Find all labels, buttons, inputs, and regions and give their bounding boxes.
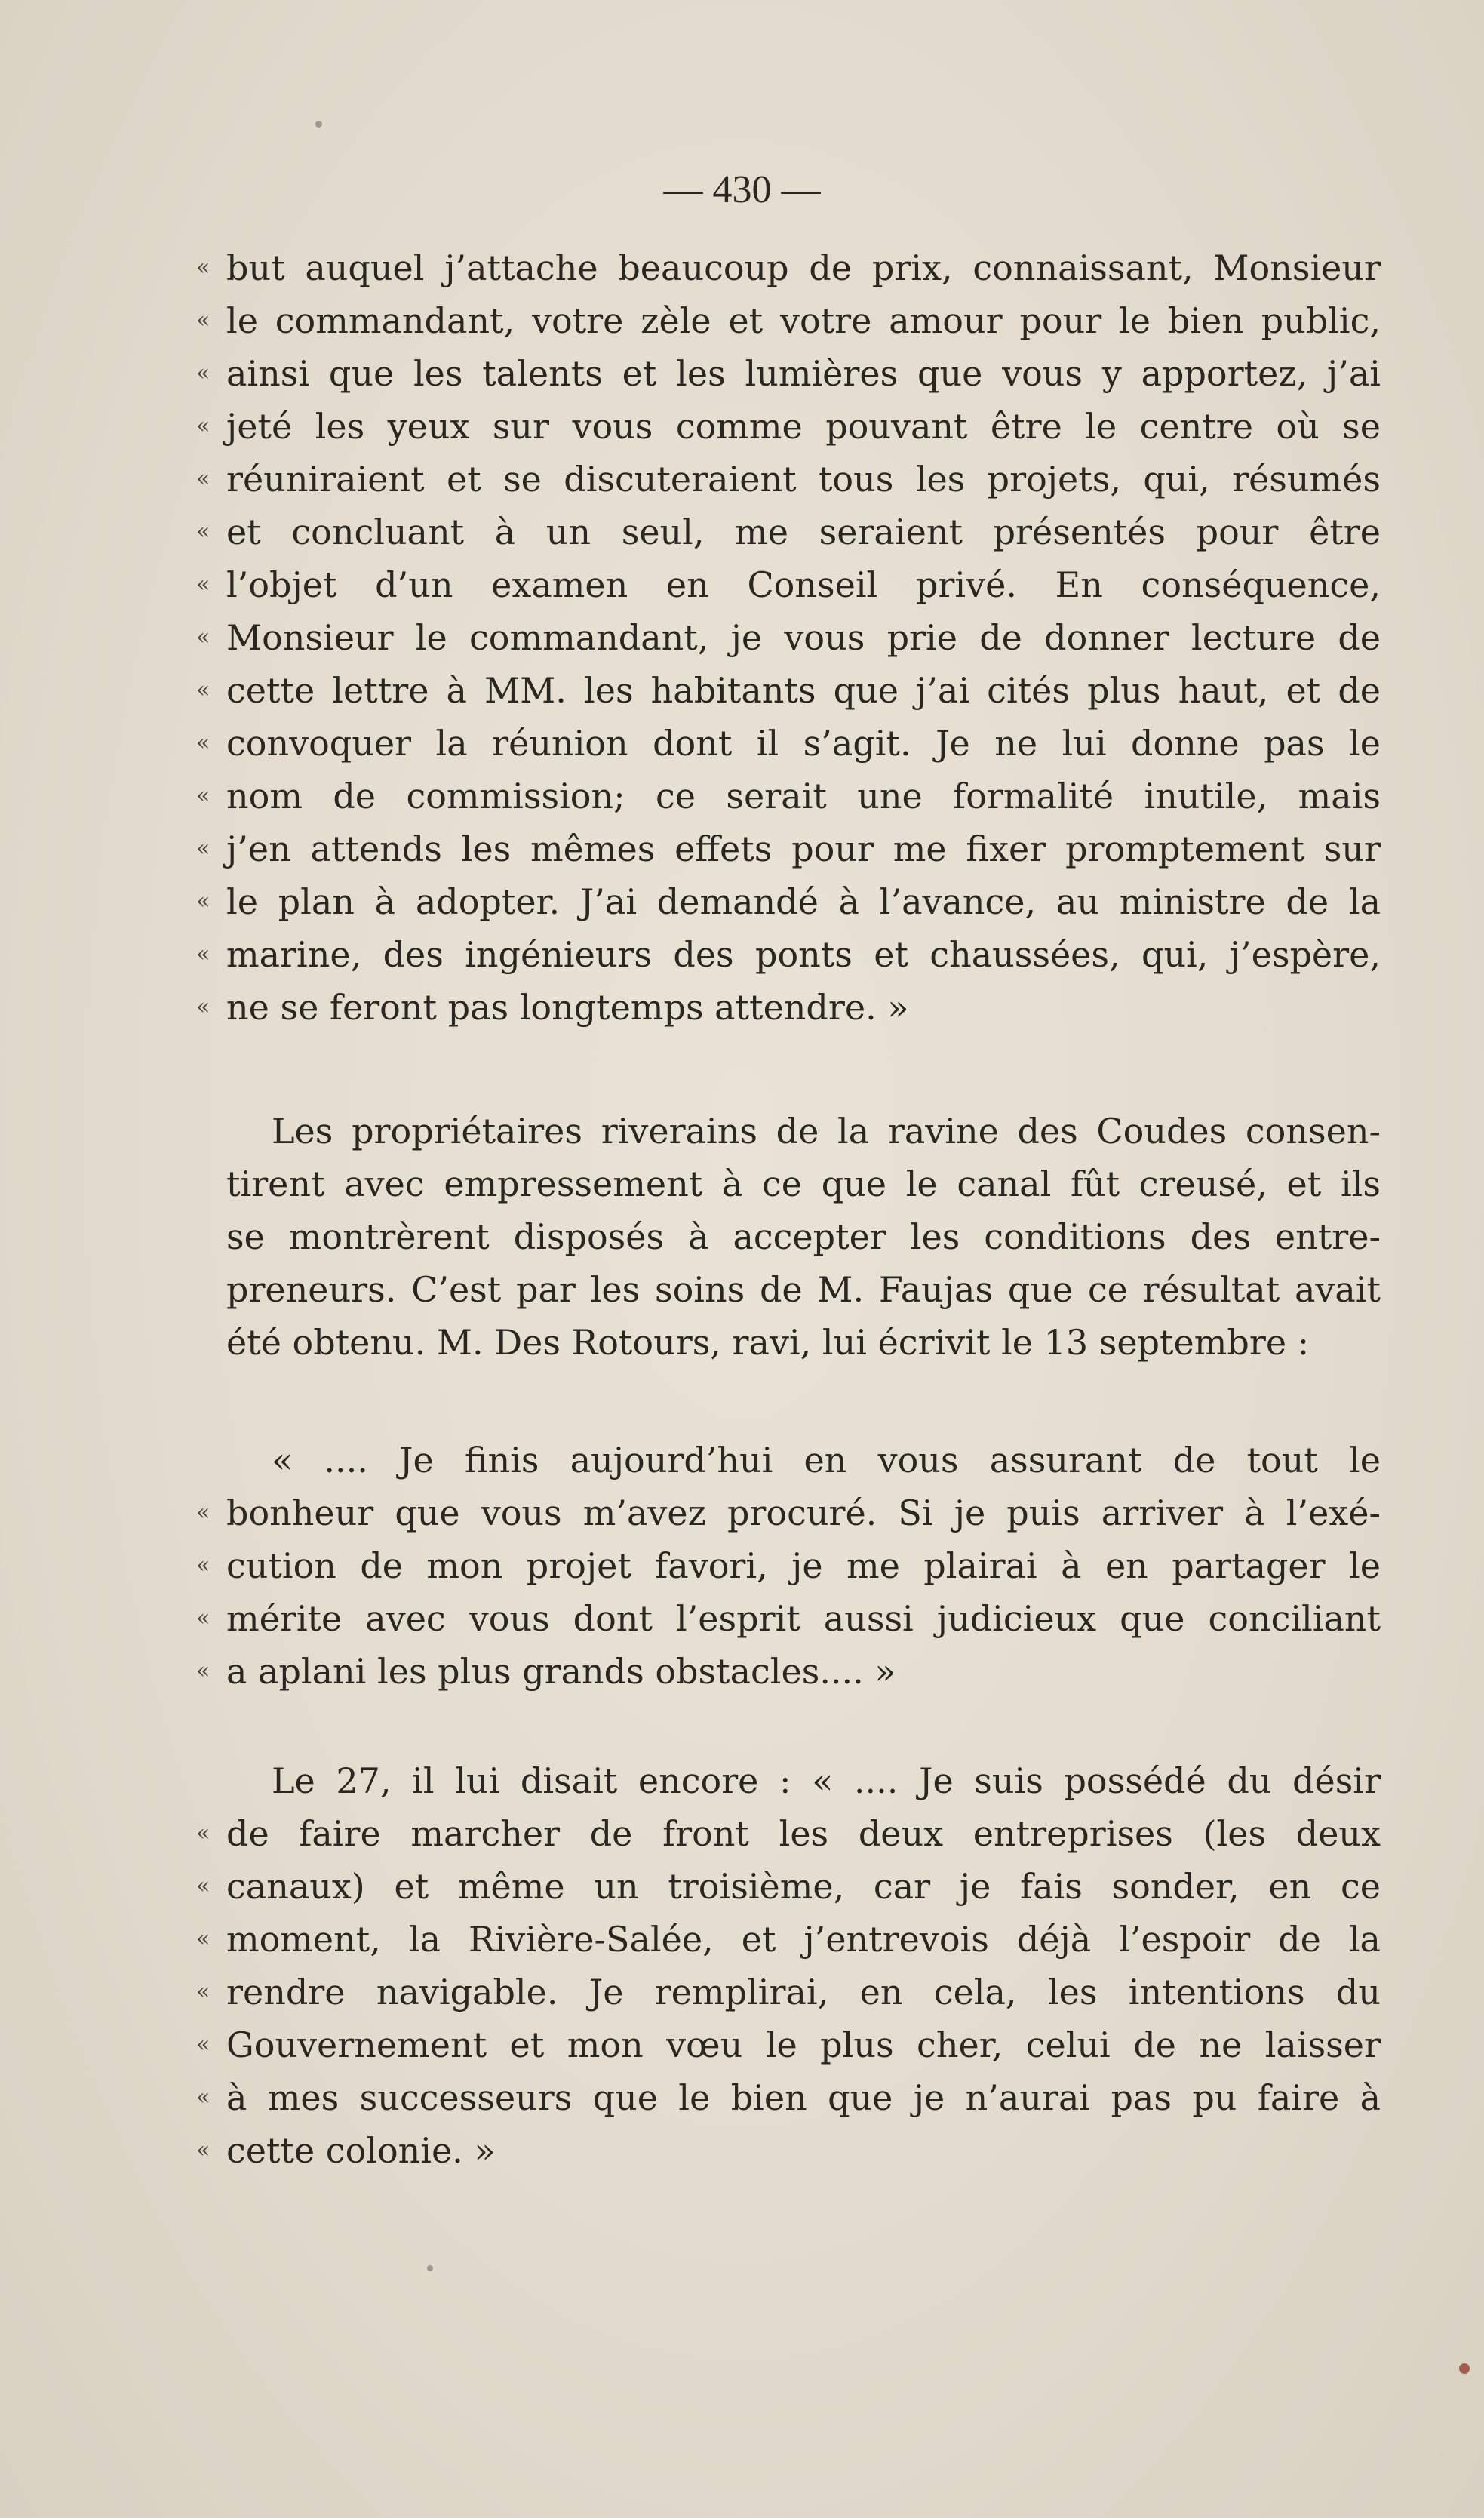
paper-speck [1459,2363,1470,2374]
quote-mark: « [196,254,210,281]
quote-mark: « [196,782,210,809]
quote-mark: « [196,1926,210,1952]
quote-mark: « [196,413,210,439]
line-text: marine, des ingénieurs des ponts et chaussées, qui, j’espère, [226,934,1381,975]
text-line [226,1263,1381,1316]
line-text: été obtenu. M. Des Rotours, ravi, lui écrivit le 13 septembre : [226,1322,1310,1363]
line-text: le commandant, votre zèle et votre amour pour le bien public, [226,300,1381,341]
quote-mark: « [196,518,210,545]
quote-mark: « [196,307,210,334]
text-line [196,558,1381,611]
text-line [196,1807,1381,1860]
quote-mark: « [196,624,210,650]
text-line [272,1105,1381,1158]
paper-speck [315,121,322,128]
line-text: Le 27, il lui disait encore : « .... Je suis possédé du désir [272,1760,1381,1801]
quote-mark: « [196,677,210,703]
text-line [196,1645,1381,1698]
line-text: ne se feront pas longtemps attendre. » [226,987,909,1028]
line-text: l’objet d’un examen en Conseil privé. En conséquence, [226,564,1381,605]
line-text: canaux) et même un troisième, car je fais sonder, en ce [226,1866,1381,1907]
text-line [196,2071,1381,2124]
text-line [226,1210,1381,1263]
text-line [196,875,1381,928]
line-text: but auquel j’attache beaucoup de prix, connaissant, Monsieur [226,247,1381,288]
quote-mark: « [196,2084,210,2111]
quote-mark: « [196,888,210,915]
text-line [196,400,1381,453]
paper-speck [427,2265,433,2271]
page-number: — 430 — [663,168,821,211]
line-text: « .... Je finis aujourd’hui en vous assurant de tout le [272,1440,1381,1480]
quote-mark: « [196,1873,210,1899]
line-text: réuniraient et se discuteraient tous les projets, qui, résumés [226,459,1381,500]
text-line [226,1158,1381,1210]
quote-mark: « [196,1499,210,1526]
line-text: et concluant à un seul, me seraient présentés pour être [226,512,1381,552]
line-text: Les propriétaires riverains de la ravine des Coudes consen- [272,1111,1381,1151]
line-text: mérite avec vous dont l’esprit aussi judicieux que conciliant [226,1598,1381,1639]
line-text: jeté les yeux sur vous comme pouvant être le centre où se [226,406,1381,447]
quote-mark: « [196,1978,210,2005]
quote-mark: « [196,730,210,756]
line-text: preneurs. C’est par les soins de M. Faujas que ce résultat avait [226,1269,1381,1310]
text-line [196,717,1381,770]
quote-mark: « [196,994,210,1020]
line-text: Gouvernement et mon vœu le plus cher, celui de ne laisser [226,2025,1381,2065]
quote-mark: « [196,1658,210,1684]
quote-mark: « [196,1820,210,1846]
quote-mark: « [196,2137,210,2163]
line-text: Monsieur le commandant, je vous prie de donner lecture de [226,617,1381,658]
text-line [196,611,1381,664]
line-text: j’en attends les mêmes effets pour me fixer promptement sur [226,829,1381,869]
text-line [196,928,1381,981]
line-text: le plan à adopter. J’ai demandé à l’avance, au ministre de la [226,881,1381,922]
line-text: de faire marcher de front les deux entreprises (les deux [226,1813,1381,1854]
text-line [196,1860,1381,1913]
line-text: à mes successeurs que le bien que je n’aurai pas pu faire à [226,2077,1381,2118]
text-line [196,1913,1381,1966]
text-line [196,822,1381,875]
quote-mark: « [196,1552,210,1579]
quote-mark: « [196,1605,210,1631]
text-line [196,1539,1381,1592]
text-line [196,347,1381,400]
quote-mark: « [196,571,210,598]
text-line [196,981,1381,1034]
line-text: a aplani les plus grands obstacles.... » [226,1651,896,1692]
quote-mark: « [196,835,210,862]
quote-mark: « [196,466,210,492]
line-text: convoquer la réunion dont il s’agit. Je ne lui donne pas le [226,723,1381,764]
text-line [196,2124,1381,2177]
text-line [196,453,1381,506]
text-line [196,1487,1381,1539]
line-text: cette colonie. » [226,2130,496,2171]
text-line [272,1754,1381,1807]
line-text: moment, la Rivière-Salée, et j’entrevois déjà l’espoir de la [226,1919,1381,1960]
line-text: nom de commission; ce serait une formalité inutile, mais [226,776,1381,816]
text-line [196,294,1381,347]
quote-mark: « [196,360,210,386]
text-line [196,1592,1381,1645]
text-line [196,2018,1381,2071]
text-line [226,1316,1381,1369]
text-line [196,506,1381,558]
line-text: ainsi que les talents et les lumières que vous y apportez, j’ai [226,353,1381,394]
text-line [272,1434,1381,1487]
text-line [196,241,1381,294]
line-text: se montrèrent disposés à accepter les conditions des entre- [226,1216,1381,1257]
line-text: bonheur que vous m’avez procuré. Si je puis arriver à l’exé- [226,1493,1381,1533]
text-line [196,1966,1381,2018]
quote-mark: « [196,2031,210,2058]
line-text: tirent avec empressement à ce que le canal fût creusé, et ils [226,1164,1381,1204]
line-text: cution de mon projet favori, je me plairai à en partager le [226,1545,1381,1586]
text-line [196,664,1381,717]
text-line [196,770,1381,822]
line-text: rendre navigable. Je remplirai, en cela, les intentions du [226,1972,1381,2012]
line-text: cette lettre à MM. les habitants que j’ai cités plus haut, et de [226,670,1381,711]
quote-mark: « [196,941,210,967]
